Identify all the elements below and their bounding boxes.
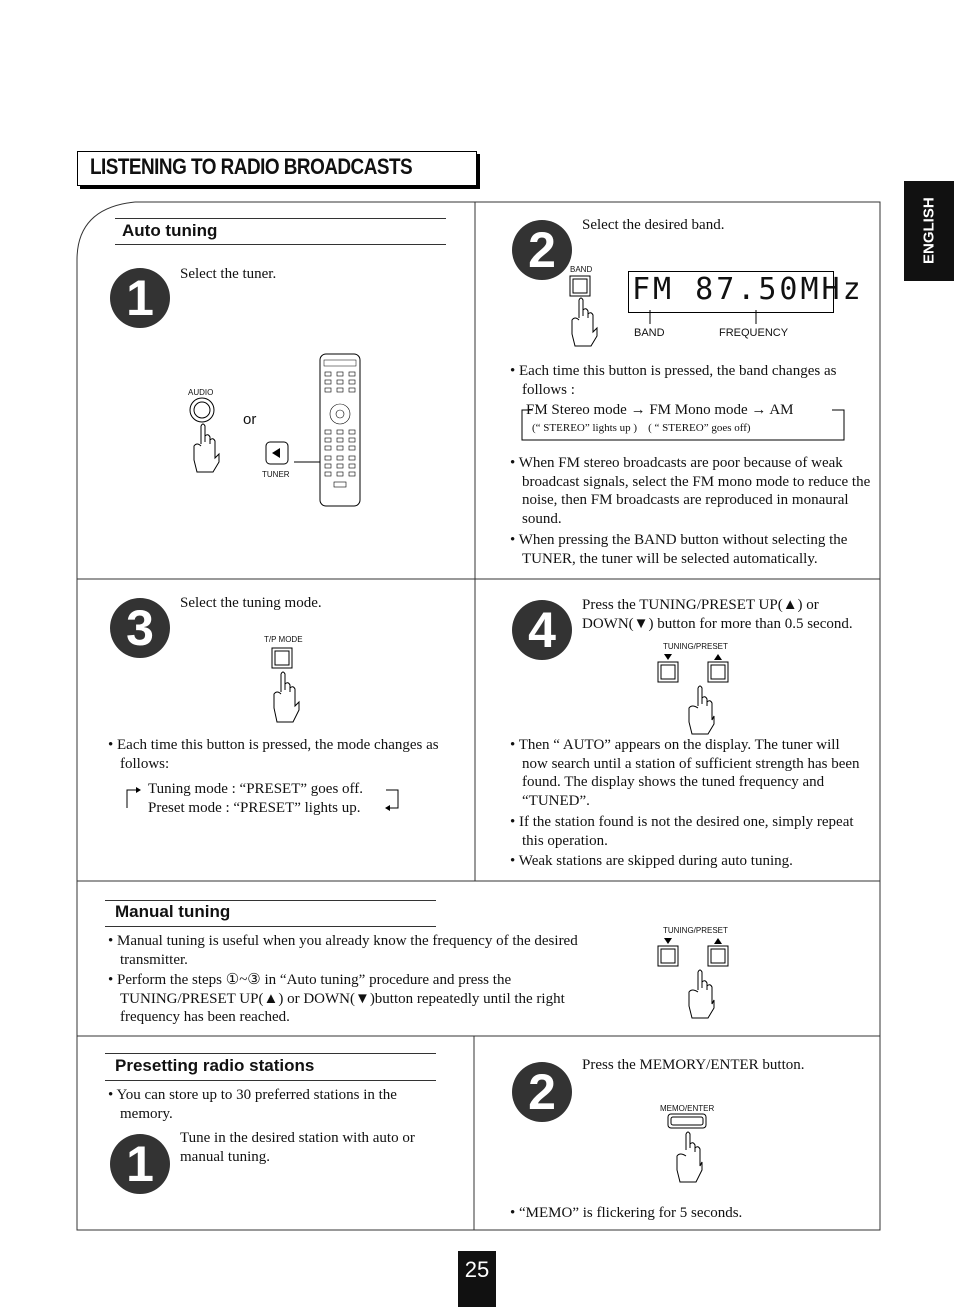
tp-mode-button-icon (267, 646, 307, 726)
step-2-number: 2 (512, 220, 572, 280)
step-4-text: Press the TUNING/PRESET UP(▲) or DOWN(▼) button for more than 0.5 second. (582, 597, 853, 632)
step-2-bullet-2: • When FM stereo broadcasts are poor because of weak broadcast signals, select the FM mono mode to reduce the noise, then FM broadcasts are reproduced in monaural sound. (510, 455, 871, 527)
page-title: LISTENING TO RADIO BROADCASTS (90, 154, 413, 179)
mode-cycle-line-1: Tuning mode : “PRESET” goes off. (148, 781, 364, 797)
step-2-text: Select the desired band. (582, 217, 725, 233)
tuning-preset-buttons-icon (652, 652, 736, 736)
preset-step-2-number: 2 (512, 1062, 572, 1122)
band-button-icon (565, 274, 605, 350)
remote-control-icon (290, 350, 370, 510)
step-3-bullet-1: • Each time this button is pressed, the mode changes as follows: (108, 737, 439, 772)
auto-tuning-title: Auto tuning (122, 221, 218, 240)
tuner-button-icon (258, 440, 294, 474)
tuner-label: TUNER (262, 470, 290, 479)
manual-bullet-2: • Perform the steps ①~③ in “Auto tuning” procedure and press the TUNING/PRESET UP(▲) or DOWN(▼)button repeatedly until the right frequency has been reached. (108, 972, 565, 1025)
step-1-number: 1 (110, 268, 170, 328)
preset-step-2-bullet-1: • “MEMO” is flickering for 5 seconds. (510, 1205, 743, 1221)
presetting-bullet-1: • You can store up to 30 preferred stations in the memory. (108, 1087, 397, 1122)
tuning-preset-label: TUNING/PRESET (663, 642, 728, 651)
step-4-number: 4 (512, 600, 572, 660)
or-label: or (243, 411, 257, 428)
tp-mode-label: T/P MODE (264, 635, 303, 644)
manual-tuning-preset-label: TUNING/PRESET (663, 926, 728, 935)
band-cycle-note: (“ STEREO” lights up ) ( “ STEREO” goes off) (532, 422, 751, 434)
manual-bullet-1: • Manual tuning is useful when you already know the frequency of the desired transmitter. (108, 933, 578, 968)
preset-step-1-text: Tune in the desired station with auto or manual tuning. (180, 1130, 415, 1165)
mode-cycle-line-2: Preset mode : “PRESET” lights up. (148, 800, 361, 816)
preset-step-1-number: 1 (110, 1134, 170, 1194)
band-cycle-text: FM Stereo mode → FM Mono mode → AM (526, 402, 794, 418)
manual-tuning-title: Manual tuning (115, 902, 231, 921)
memo-enter-button-icon (664, 1112, 714, 1186)
lcd-display-text: FM 87.50MHz (632, 272, 864, 307)
presetting-title: Presetting radio stations (115, 1056, 315, 1075)
step-4-bullet-3: • Weak stations are skipped during auto tuning. (510, 853, 793, 869)
language-tab-label: ENGLISH (920, 197, 938, 265)
step-2-bullet-1: • Each time this button is pressed, the band changes as follows : (510, 363, 837, 398)
step-3-number: 3 (110, 598, 170, 658)
lcd-frequency-label: FREQUENCY (719, 327, 789, 339)
lcd-pointers (628, 310, 838, 326)
step-4-bullet-2: • If the station found is not the desired one, simply repeat this operation. (510, 814, 854, 849)
step-4-bullet-1: • Then “ AUTO” appears on the display. The tuner will now search until a station of sufficient strength has been found. The display shows the tuned frequency and “TUNED”. (510, 737, 860, 809)
preset-step-2-text: Press the MEMORY/ENTER button. (582, 1057, 805, 1073)
step-1-text: Select the tuner. (180, 266, 277, 282)
step-3-text: Select the tuning mode. (180, 595, 322, 611)
audio-button-icon (185, 396, 225, 476)
memo-enter-label: MEMO/ENTER (660, 1104, 715, 1113)
step-2-bullet-3: • When pressing the BAND button without selecting the TUNER, the tuner will be selected automatically. (510, 532, 848, 567)
audio-label: AUDIO (188, 388, 214, 397)
band-button-label: BAND (570, 265, 593, 274)
manual-tuning-preset-buttons-icon (652, 936, 736, 1020)
lcd-band-label: BAND (634, 327, 665, 339)
page-number: 25 (458, 1251, 496, 1307)
